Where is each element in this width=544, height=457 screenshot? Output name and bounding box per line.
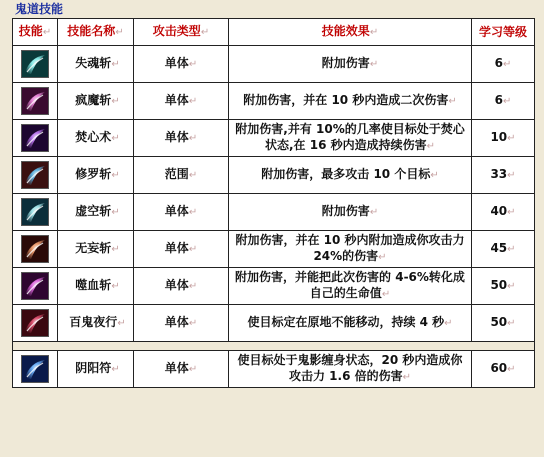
paragraph-mark: ↵: [111, 96, 120, 107]
learn-level: [472, 157, 535, 194]
paragraph-mark: ↵: [507, 207, 516, 218]
paragraph-mark: ↵: [430, 170, 439, 181]
header-icon: 技能↵: [13, 19, 58, 46]
skill-effect: [229, 83, 472, 120]
skill-name-text: 无妄斩: [75, 241, 112, 255]
skill-icon-cell: [13, 231, 58, 268]
skill-name: [58, 194, 134, 231]
learn-level: [472, 120, 535, 157]
attack-type: [134, 351, 229, 388]
skill-name-text: 噬血斩: [75, 278, 112, 292]
starburst-orange-icon: [21, 235, 49, 263]
paragraph-mark: ↵: [111, 170, 120, 181]
paragraph-mark: ↵: [111, 244, 120, 255]
attack-type-text: 单体: [164, 278, 189, 292]
attack-type: [134, 46, 229, 83]
paragraph-mark: ↵: [188, 133, 198, 144]
skill-effect: [229, 194, 472, 231]
paragraph-mark: ↵: [381, 289, 391, 300]
attack-type-text: 单体: [164, 315, 189, 329]
skill-icon-cell: [13, 305, 58, 342]
learn-level-text: 40: [490, 204, 508, 218]
attack-type-text: 单体: [164, 130, 189, 144]
paragraph-mark: ↵: [188, 207, 198, 218]
claw-red-icon: [21, 309, 49, 337]
skill-name-text: 阴阳符: [75, 361, 112, 375]
paragraph-mark: ↵: [369, 207, 379, 218]
paragraph-mark: ↵: [188, 281, 198, 292]
paragraph-mark: ↵: [188, 96, 198, 107]
skill-effect: [229, 351, 472, 388]
paragraph-mark: ↵: [188, 318, 198, 329]
skill-effect: [229, 120, 472, 157]
header-learn-level: 学习等级: [472, 19, 535, 46]
attack-type-text: 单体: [164, 241, 189, 255]
burst-purple-icon: [21, 124, 49, 152]
skill-effect-text: 附加伤害: [321, 204, 370, 218]
header-skill-name: 技能名称↵: [58, 19, 134, 46]
skill-name: [58, 231, 134, 268]
skill-effect-text: 附加伤害，最多攻击 10 个目标: [261, 167, 431, 181]
paragraph-mark: ↵: [369, 59, 379, 70]
paragraph-mark: ↵: [188, 59, 198, 70]
attack-type: [134, 120, 229, 157]
skill-effect: [229, 231, 472, 268]
attack-type-text: 单体: [164, 56, 189, 70]
paragraph-mark: ↵: [507, 318, 516, 329]
skill-name: [58, 46, 134, 83]
paragraph-mark: ↵: [502, 96, 512, 107]
skill-icon-cell: [13, 268, 58, 305]
paragraph-mark: ↵: [111, 207, 120, 218]
learn-level-text: 50: [490, 315, 508, 329]
skill-icon-cell: [13, 351, 58, 388]
paragraph-mark: ↵: [111, 364, 120, 375]
skill-effect-text: 附加伤害: [321, 56, 370, 70]
skill-row: [13, 231, 535, 268]
skill-effect: [229, 157, 472, 194]
paragraph-mark: ↵: [188, 170, 198, 181]
skill-name: [58, 305, 134, 342]
attack-type-text: 单体: [164, 204, 189, 218]
section-title: 鬼道技能: [15, 2, 64, 16]
paragraph-mark: ↵: [111, 281, 120, 292]
skill-name-text: 修罗斩: [75, 167, 112, 181]
skill-name-text: 疯魔斩: [75, 93, 112, 107]
learn-level-text: 6: [494, 93, 503, 107]
arc-red-blue-icon: [21, 161, 49, 189]
table-separator-cell: [13, 342, 535, 351]
paragraph-mark: ↵: [117, 318, 126, 329]
slash-aqua-icon: [21, 198, 49, 226]
paragraph-mark: ↵: [507, 281, 516, 292]
skill-icon-cell: [13, 83, 58, 120]
slash-cyan-icon: [21, 50, 49, 78]
paragraph-mark: ↵: [111, 59, 120, 70]
paragraph-mark: ↵: [444, 318, 453, 329]
paragraph-mark: ↵: [188, 244, 198, 255]
header-attack-type: 攻击类型↵: [134, 19, 229, 46]
paragraph-mark: ↵: [188, 364, 198, 375]
learn-level-text: 60: [490, 361, 508, 375]
slash-magenta-icon: [21, 272, 49, 300]
skill-effect: [229, 46, 472, 83]
skill-row: [13, 46, 535, 83]
skill-name-text: 失魂斩: [75, 56, 112, 70]
skill-name: [58, 83, 134, 120]
paragraph-mark: ↵: [507, 244, 516, 255]
learn-level: [472, 194, 535, 231]
skill-effect-text: 附加伤害，并在 10 秒内造成二次伤害: [243, 93, 449, 107]
skill-row: [13, 157, 535, 194]
paragraph-mark: ↵: [402, 372, 411, 383]
skill-row: [13, 305, 535, 342]
attack-type-text: 范围: [164, 167, 189, 181]
skill-effect-text: 使目标定在原地不能移动，持续 4 秒: [247, 315, 445, 329]
learn-level-text: 45: [490, 241, 508, 255]
paragraph-mark: ↵: [507, 170, 516, 181]
skill-name: [58, 351, 134, 388]
skills-table: [12, 18, 535, 388]
skill-icon-cell: [13, 157, 58, 194]
header-row: [13, 19, 535, 46]
skill-name-text: 虚空斩: [75, 204, 112, 218]
skill-row: [13, 351, 535, 388]
attack-type: [134, 194, 229, 231]
skill-effect: [229, 305, 472, 342]
skill-row: [13, 120, 535, 157]
skill-row: [13, 268, 535, 305]
learn-level: [472, 46, 535, 83]
paragraph-mark: ↵: [507, 364, 516, 375]
attack-type: [134, 157, 229, 194]
skill-icon-cell: [13, 194, 58, 231]
skill-icon-cell: [13, 120, 58, 157]
paragraph-mark: ↵: [378, 252, 387, 263]
attack-type-text: 单体: [164, 93, 189, 107]
skill-name-text: 焚心术: [75, 130, 112, 144]
learn-level: [472, 268, 535, 305]
talisman-blue-icon: [21, 355, 49, 383]
skill-name: [58, 120, 134, 157]
paragraph-mark: ↵: [502, 59, 512, 70]
skill-effect: [229, 268, 472, 305]
skill-effect-text: 附加伤害，并在 10 秒内附加造成你攻击力 24%的伤害: [235, 233, 465, 263]
attack-type: [134, 83, 229, 120]
paragraph-mark: ↵: [426, 141, 435, 152]
learn-level: [472, 83, 535, 120]
attack-type: [134, 231, 229, 268]
skill-name-text: 百鬼夜行: [69, 315, 118, 329]
table-separator: [13, 342, 535, 351]
skill-row: [13, 194, 535, 231]
slash-pink-icon: [21, 87, 49, 115]
learn-level: [472, 231, 535, 268]
paragraph-mark: ↵: [111, 133, 120, 144]
header-skill-effect: 技能效果↵: [229, 19, 472, 46]
attack-type-text: 单体: [164, 361, 189, 375]
paragraph-mark: ↵: [448, 96, 457, 107]
learn-level: [472, 351, 535, 388]
learn-level-text: 10: [490, 130, 508, 144]
skill-name: [58, 157, 134, 194]
attack-type: [134, 268, 229, 305]
learn-level: [472, 305, 535, 342]
skill-name: [58, 268, 134, 305]
paragraph-mark: ↵: [507, 133, 516, 144]
learn-level-text: 50: [490, 278, 508, 292]
skill-effect-text: 附加伤害,并有 10%的几率使目标处于焚心状态,在 16 秒内造成持续伤害: [235, 122, 465, 152]
skill-row: [13, 83, 535, 120]
skill-icon-cell: [13, 46, 58, 83]
learn-level-text: 6: [494, 56, 503, 70]
skill-effect-text: 附加伤害，并能把此次伤害的 4-6%转化成自己的生命值: [235, 270, 465, 300]
attack-type: [134, 305, 229, 342]
skill-effect-text: 使目标处于鬼影缠身状态，20 秒内造成你攻击力 1.6 倍的伤害: [237, 353, 463, 383]
learn-level-text: 33: [490, 167, 508, 181]
